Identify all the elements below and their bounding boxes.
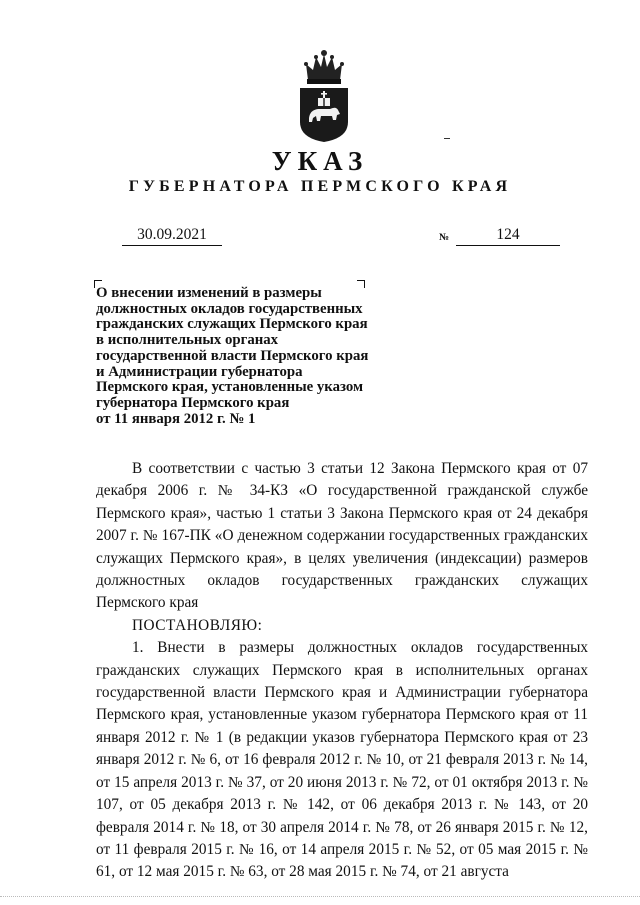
heading-line: и Администрации губернатора [96,363,303,380]
item-1-paragraph: 1. Внести в размеры должностных окладов государственных гражданских служащих Пермского края в исполнительных органах государственной власти Пермского края и Администрации губернатора Пермского края, установленные указом губернатора Пермского края от 11 января 2012 г. № 1 (в редакции указов губернатора Пермского края от 23 января 2012 г. № 6, от 16 февраля 2012 г. № 10, от 21 февраля 2013 г. № 14, от 15 апреля 2013 г. № 37, от 20 июня 2013 г. № 72, от 01 октября 2013 г. № 107, от 05 декабря 2013 г. № 142, от 06 декабря 2013 г. № 143, от 20 февраля 2014 г. № 18, от 30 апреля 2014 г. № 78, от 26 января 2015 г. № 12, от 11 февраля 2015 г. № 16, от 14 апреля 2015 г. № 52, от 05 мая 2015 г. № 61, от 12 мая 2015 г. № 63, от 28 мая 2015 г. № 74, от 21 августа [96,639,588,881]
document-subtitle: ГУБЕРНАТОРА ПЕРМСКОГО КРАЯ [128,178,512,195]
coat-of-arms-emblem [294,48,354,144]
preamble-paragraph: В соответствии с частью 3 статьи 12 Закона Пермского края от 07 декабря 2006 г. № 34-КЗ «О государственной гражданской службе Пермского края», частью 1 статьи 3 Закона Пермского края от 24 декабря 2007 г. № 167-ПК «О денежном содержании государственных гражданских служащих Пермского края», в целях увеличения (индексации) размеров должностных окладов государственных гражданских служащих Пермского края [96,460,588,612]
heading-line: Пермского края, установленные указом [96,379,364,396]
document-number: 124 [456,226,560,246]
heading-line: от 11 января 2012 г. № 1 [96,410,256,427]
decree-word: ПОСТАНОВЛЯЮ: [132,616,263,634]
document-heading [96,286,396,427]
heading-line: в исполнительных органах [96,332,279,349]
heading-line: гражданских служащих Пермского края [96,316,368,333]
heading-line: государственной власти Пермского края [96,347,369,364]
number-label: № [439,232,450,243]
document-body [96,458,588,884]
document-title: УКАЗ [271,146,369,176]
page-edge [0,896,640,898]
heading-line: должностных окладов государственных [96,300,363,317]
scan-mark [444,138,450,139]
heading-line: О внесении изменений в размеры [96,285,322,301]
heading-line: губернатора Пермского края [96,394,290,411]
crown-shield-icon [294,48,354,144]
document-date: 30.09.2021 [122,226,222,246]
